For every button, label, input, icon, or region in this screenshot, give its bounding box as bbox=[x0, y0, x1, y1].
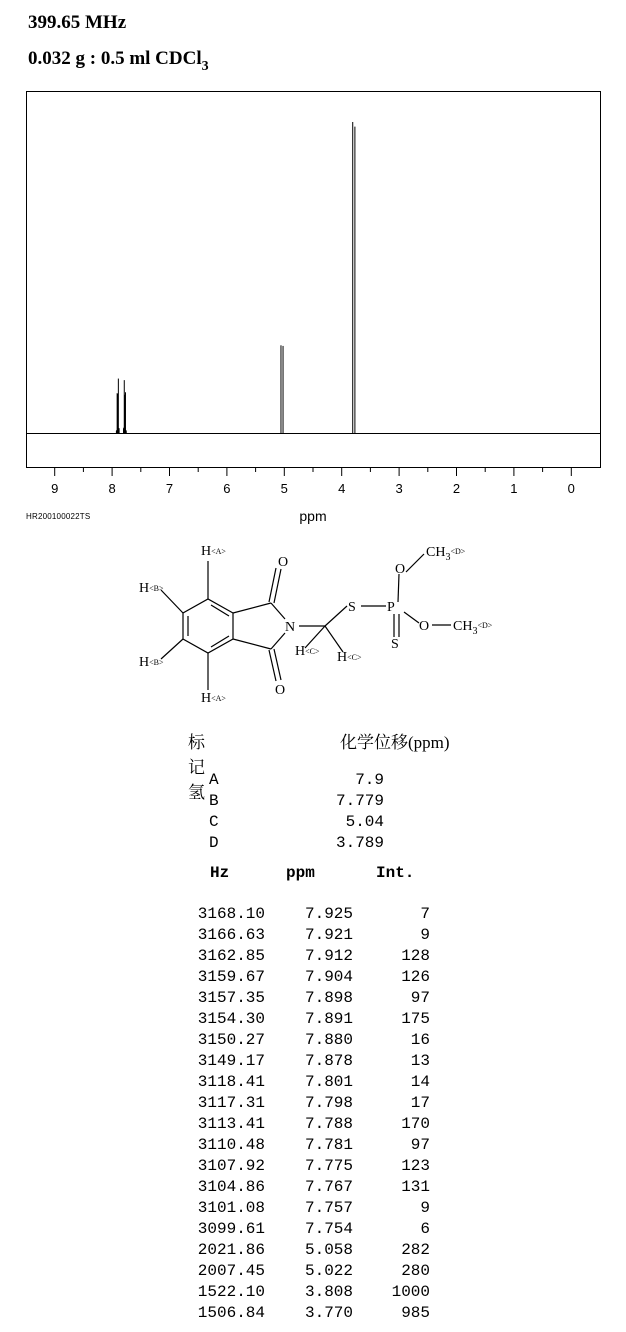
peak-row bbox=[185, 1198, 430, 1219]
methoxy-oxygen-top: O bbox=[395, 562, 406, 577]
peak-intensity: 126 bbox=[401, 968, 430, 986]
x-tick-label: 1 bbox=[510, 481, 518, 496]
peak-hz: 3162.85 bbox=[197, 947, 265, 965]
peak-hz: 3104.86 bbox=[197, 1178, 265, 1196]
peak-row bbox=[185, 1135, 430, 1156]
peak-marks bbox=[116, 122, 354, 433]
peak-row bbox=[185, 1261, 430, 1282]
peak-ppm: 7.912 bbox=[304, 947, 353, 965]
x-axis-tick-labels bbox=[51, 481, 575, 496]
peak-ppm: 7.801 bbox=[304, 1073, 353, 1091]
peak-ppm: 7.925 bbox=[304, 905, 353, 923]
nitrogen-atom: N bbox=[285, 620, 296, 635]
peak-intensity: 280 bbox=[401, 1262, 430, 1280]
peak-intensity: 17 bbox=[410, 1094, 430, 1112]
peak-ppm: 7.880 bbox=[304, 1031, 353, 1049]
peak-intensity: 7 bbox=[420, 905, 430, 923]
assignment-row: D 3.789 bbox=[209, 834, 384, 852]
peak-hz: 3113.41 bbox=[197, 1115, 265, 1133]
peak-intensity: 282 bbox=[401, 1241, 430, 1259]
peak-intensity: 6 bbox=[420, 1220, 430, 1238]
h-label-c-right: H<C> bbox=[337, 650, 362, 665]
peak-ppm: 3.770 bbox=[304, 1304, 353, 1322]
peak-row bbox=[185, 1114, 430, 1135]
peak-row bbox=[185, 1051, 430, 1072]
peak-intensity: 14 bbox=[410, 1073, 430, 1091]
peak-ppm: 7.781 bbox=[304, 1136, 353, 1154]
peak-hz: 1522.10 bbox=[197, 1283, 265, 1301]
peak-intensity: 131 bbox=[401, 1178, 430, 1196]
plot-frame bbox=[27, 92, 601, 468]
peak-ppm: 7.878 bbox=[304, 1052, 353, 1070]
assignment-header-shift: 化学位移(ppm) bbox=[340, 733, 450, 752]
peak-row bbox=[185, 967, 430, 988]
molecule-structure bbox=[125, 535, 515, 710]
spectrum-id: HR200100022TS bbox=[26, 512, 91, 521]
peak-hz: 3118.41 bbox=[197, 1073, 265, 1091]
peak-intensity: 16 bbox=[410, 1031, 430, 1049]
peak-row bbox=[185, 988, 430, 1009]
peak-hz: 3101.08 bbox=[197, 1199, 265, 1217]
carbonyl-oxygen-bottom: O bbox=[275, 683, 286, 698]
peak-intensity: 1000 bbox=[391, 1283, 430, 1301]
peak-hz: 3166.63 bbox=[197, 926, 265, 944]
peak-hz: 2021.86 bbox=[197, 1241, 265, 1259]
peak-hz: 3150.27 bbox=[197, 1031, 265, 1049]
h-label-a-bottom: H<A> bbox=[201, 691, 226, 706]
assignment-table bbox=[209, 770, 384, 854]
peak-ppm: 7.788 bbox=[304, 1115, 353, 1133]
peak-hz: 3157.35 bbox=[197, 989, 265, 1007]
peak-row bbox=[185, 925, 430, 946]
x-tick-label: 8 bbox=[108, 481, 116, 496]
structure-atom-labels bbox=[275, 555, 429, 698]
peak-row bbox=[185, 904, 430, 925]
structure-group-labels bbox=[426, 545, 493, 637]
x-tick-label: 6 bbox=[223, 481, 231, 496]
peak-header-hz: Hz bbox=[210, 864, 230, 882]
assignment-row: B 7.779 bbox=[209, 792, 384, 810]
peak-intensity: 175 bbox=[401, 1010, 430, 1028]
assignment-row: A 7.9 bbox=[209, 771, 384, 789]
peak-intensity: 97 bbox=[410, 1136, 430, 1154]
assignment-header-label: 标记氢 bbox=[188, 733, 205, 802]
peak-hz: 3117.31 bbox=[197, 1094, 265, 1112]
phosphorus-atom: P bbox=[387, 600, 395, 615]
h-label-b-lower: H<B> bbox=[139, 655, 164, 670]
peak-ppm: 7.921 bbox=[304, 926, 353, 944]
nmr-spectrum-chart bbox=[0, 85, 626, 530]
sulfur-atom: S bbox=[348, 600, 356, 615]
methoxy-oxygen-right: O bbox=[419, 619, 430, 634]
peak-intensity: 13 bbox=[410, 1052, 430, 1070]
peak-ppm: 5.022 bbox=[304, 1262, 353, 1280]
peak-ppm: 7.767 bbox=[304, 1178, 353, 1196]
peak-intensity: 170 bbox=[401, 1115, 430, 1133]
peak-hz: 3099.61 bbox=[197, 1220, 265, 1238]
concentration-subscript: 3 bbox=[201, 59, 209, 74]
peak-header-int: Int. bbox=[376, 864, 415, 882]
methyl-group-right: $CH_3^{<D>}$ bbox=[453, 619, 493, 637]
peak-intensity: 9 bbox=[420, 1199, 430, 1217]
peak-row bbox=[185, 1009, 430, 1030]
peak-ppm: 7.798 bbox=[304, 1094, 353, 1112]
peak-intensity: 97 bbox=[410, 989, 430, 1007]
peak-table bbox=[185, 904, 430, 1324]
carbonyl-oxygen-top: O bbox=[278, 555, 289, 570]
x-tick-label: 3 bbox=[395, 481, 403, 496]
sample-concentration bbox=[28, 48, 209, 75]
peak-ppm: 7.898 bbox=[304, 989, 353, 1007]
h-label-b-upper: H<B> bbox=[139, 581, 164, 596]
peak-hz: 2007.45 bbox=[197, 1262, 265, 1280]
peak-row bbox=[185, 1240, 430, 1261]
peak-row bbox=[185, 1282, 430, 1303]
assignment-row: C 5.04 bbox=[209, 813, 384, 831]
peak-hz: 3110.48 bbox=[197, 1136, 265, 1154]
peak-ppm: 3.808 bbox=[304, 1283, 353, 1301]
peak-ppm: 7.891 bbox=[304, 1010, 353, 1028]
thione-sulfur-atom: S bbox=[391, 637, 399, 652]
peak-row bbox=[185, 1072, 430, 1093]
x-tick-label: 0 bbox=[567, 481, 575, 496]
peak-row bbox=[185, 1156, 430, 1177]
h-label-c-left: H<C> bbox=[295, 644, 320, 659]
peak-hz: 1506.84 bbox=[197, 1304, 265, 1322]
peak-row bbox=[185, 1303, 430, 1324]
spectrometer-frequency: 399.65 MHz bbox=[28, 12, 127, 33]
peak-hz: 3154.30 bbox=[197, 1010, 265, 1028]
peak-hz: 3168.10 bbox=[197, 905, 265, 923]
concentration-text: 0.032 g : 0.5 ml CDCl bbox=[28, 48, 202, 69]
x-tick-label: 9 bbox=[51, 481, 59, 496]
peak-row bbox=[185, 1030, 430, 1051]
methyl-group-top: $CH_3^{<D>}$ bbox=[426, 545, 466, 563]
x-tick-label: 4 bbox=[338, 481, 346, 496]
peak-hz: 3159.67 bbox=[197, 968, 265, 986]
peak-row bbox=[185, 1219, 430, 1240]
peak-intensity: 123 bbox=[401, 1157, 430, 1175]
x-tick-label: 5 bbox=[280, 481, 288, 496]
peak-row bbox=[185, 946, 430, 967]
x-tick-label: 2 bbox=[452, 481, 461, 496]
peak-ppm: 7.904 bbox=[304, 968, 353, 986]
peak-ppm: 7.757 bbox=[304, 1199, 353, 1217]
peak-header-ppm: ppm bbox=[286, 864, 315, 882]
peak-intensity: 128 bbox=[401, 947, 430, 965]
peak-hz: 3107.92 bbox=[197, 1157, 265, 1175]
peak-hz: 3149.17 bbox=[197, 1052, 265, 1070]
structure-h-labels bbox=[139, 544, 362, 706]
peak-row bbox=[185, 1093, 430, 1114]
x-axis-label: ppm bbox=[299, 508, 327, 524]
x-tick-label: 7 bbox=[165, 481, 174, 496]
structure-bonds bbox=[161, 554, 451, 690]
peak-ppm: 5.058 bbox=[304, 1241, 353, 1259]
peak-row bbox=[185, 1177, 430, 1198]
peak-ppm: 7.754 bbox=[304, 1220, 353, 1238]
h-label-a-top: H<A> bbox=[201, 544, 226, 559]
x-axis-ticks bbox=[55, 468, 572, 476]
peak-ppm: 7.775 bbox=[304, 1157, 353, 1175]
peak-intensity: 985 bbox=[401, 1304, 430, 1322]
peak-intensity: 9 bbox=[420, 926, 430, 944]
